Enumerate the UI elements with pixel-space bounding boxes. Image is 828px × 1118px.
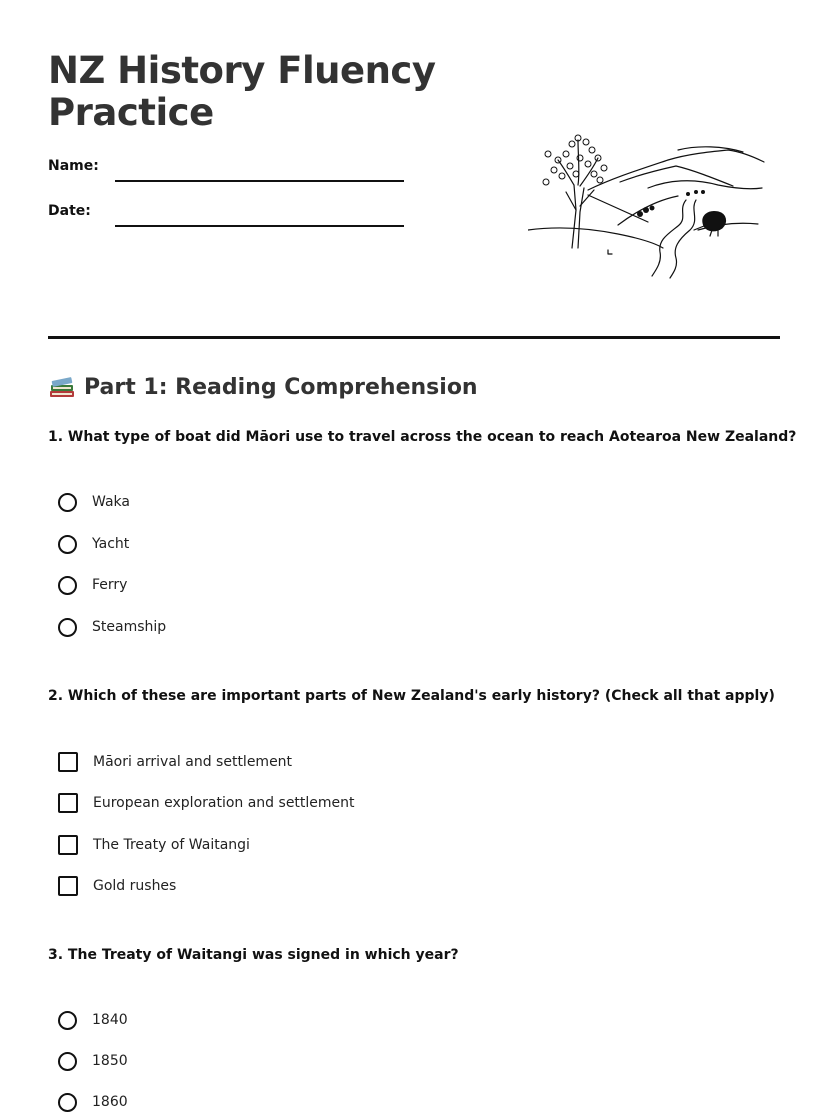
q3-option-1860[interactable] — [58, 1090, 128, 1114]
option-label: The Treaty of Waitangi — [93, 837, 250, 853]
header-divider — [48, 336, 780, 339]
option-label: Steamship — [92, 619, 167, 635]
question-1: 1. What type of boat did Māori use to travel across the ocean to reach Aotearoa New Zealand? — [48, 429, 797, 445]
q2-option-european-exploration[interactable] — [58, 791, 355, 815]
section-heading — [48, 374, 478, 400]
q1-option-ferry[interactable] — [58, 573, 127, 597]
date-write-line[interactable] — [115, 225, 404, 227]
q2-option-maori-arrival[interactable] — [58, 750, 292, 774]
option-label: Yacht — [92, 536, 130, 552]
q3-option-1850[interactable] — [58, 1049, 128, 1073]
option-label: Gold rushes — [93, 878, 177, 894]
checkbox[interactable] — [58, 752, 78, 772]
option-label: 1850 — [92, 1053, 128, 1069]
question-3: 3. The Treaty of Waitangi was signed in which year? — [48, 947, 459, 963]
q1-option-yacht[interactable] — [58, 532, 129, 556]
option-label: Waka — [92, 494, 130, 510]
option-label: Māori arrival and settlement — [93, 754, 293, 770]
q2-option-gold-rushes[interactable] — [58, 874, 176, 898]
q1-option-steamship[interactable] — [58, 615, 166, 639]
radio-button[interactable] — [58, 1052, 77, 1071]
radio-button[interactable] — [58, 1093, 77, 1112]
radio-button[interactable] — [58, 576, 77, 595]
option-label: European exploration and settlement — [93, 795, 355, 811]
q3-option-1840[interactable] — [58, 1008, 128, 1032]
checkbox[interactable] — [58, 835, 78, 855]
section-title: Part 1: Reading Comprehension — [84, 374, 478, 400]
question-2: 2. Which of these are important parts of New Zealand's early history? (Check all that apply) — [48, 688, 775, 704]
checkbox[interactable] — [58, 793, 78, 813]
option-label: 1840 — [92, 1012, 128, 1028]
date-label: Date: — [48, 203, 91, 219]
radio-button[interactable] — [58, 1011, 77, 1030]
books-icon — [48, 374, 76, 400]
radio-button[interactable] — [58, 535, 77, 554]
name-write-line[interactable] — [115, 180, 404, 182]
radio-button[interactable] — [58, 493, 77, 512]
date-field[interactable] — [48, 203, 408, 233]
option-label: Ferry — [92, 577, 128, 593]
checkbox[interactable] — [58, 876, 78, 896]
q2-option-treaty[interactable] — [58, 833, 250, 857]
q1-option-waka[interactable] — [58, 490, 130, 514]
name-field[interactable] — [48, 158, 408, 188]
radio-button[interactable] — [58, 618, 77, 637]
landscape-illustration — [528, 130, 768, 280]
page-title: NZ History Fluency Practice — [48, 49, 436, 134]
name-label: Name: — [48, 158, 99, 174]
option-label: 1860 — [92, 1094, 128, 1110]
